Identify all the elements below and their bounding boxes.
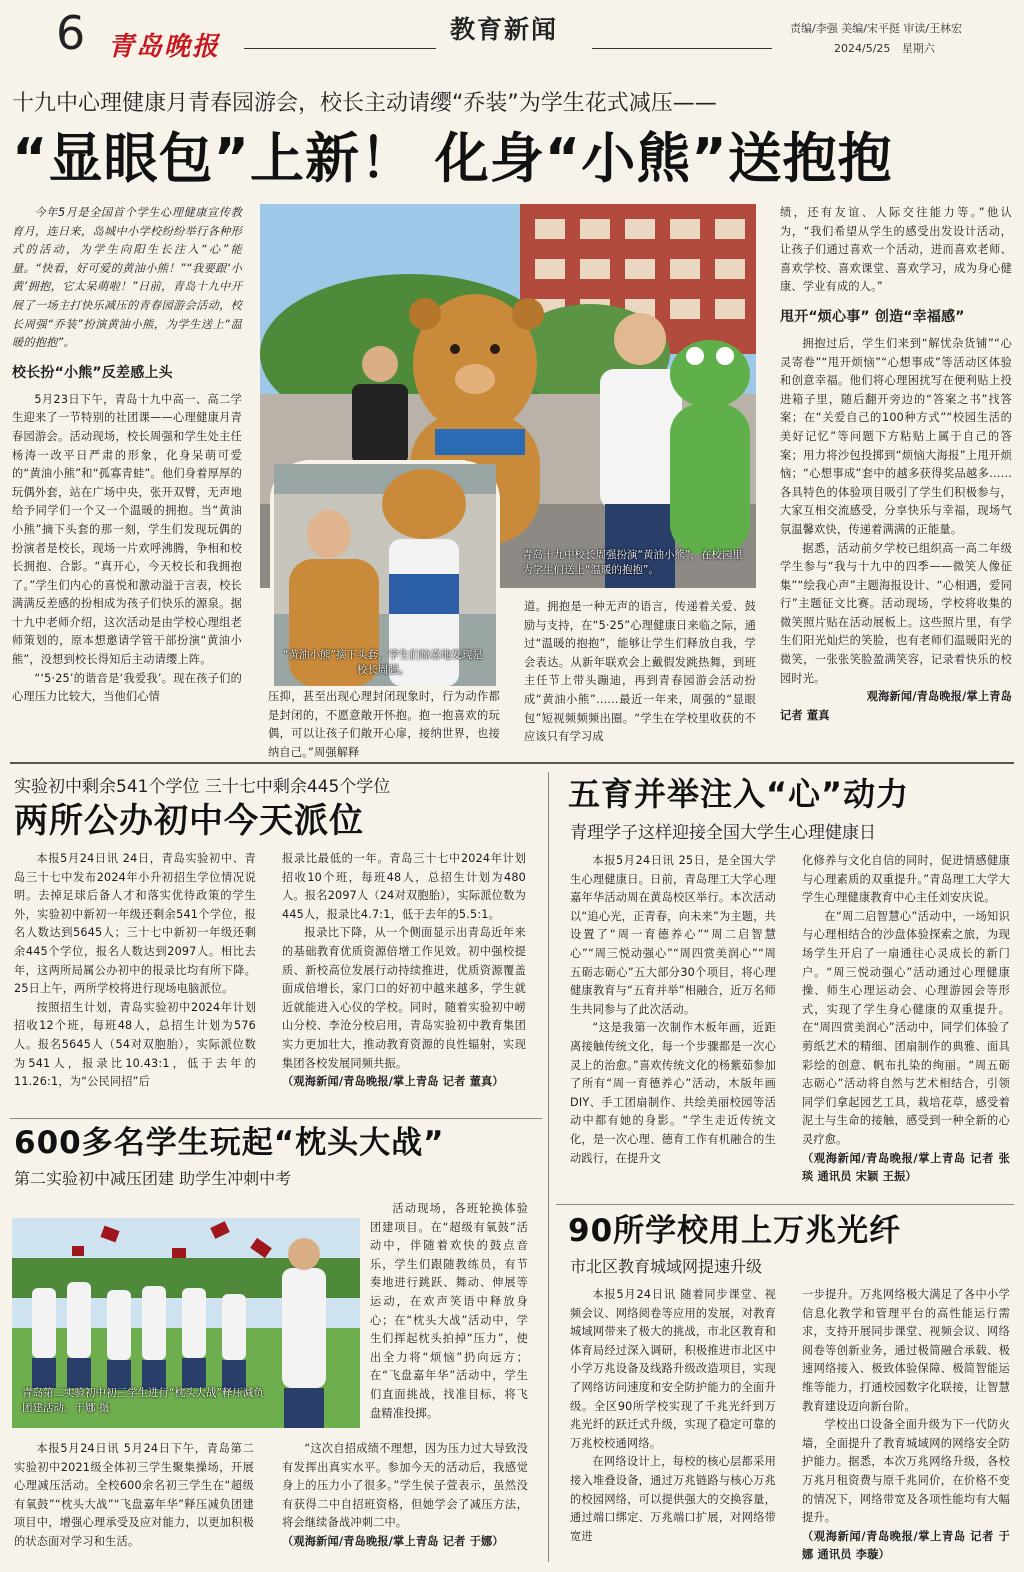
story4-deck: 第二实验初中减压团建 助学生冲刺中考 — [14, 1169, 292, 1188]
story1-col2-bottom — [268, 688, 500, 759]
story1-col4-body2: 据悉，活动前夕学校已组织高一高二年级学生参与“我与十九中的四季——微笑人像征集”“绘我心声”主题海报设计、“心相遇，爱同行”主题征文比赛。活动现场，学校将收集的微笑照片贴在活动展板上。这些照片里，有学生们阳光灿烂的笑脸，也有老师们温暖阳光的微笑，一张张笑脸盈满笑容，记录着快乐的校园时光。 — [780, 541, 1012, 685]
story4-col2 — [282, 1440, 528, 1562]
story1-byline-reporter: 记者 董真 — [780, 708, 830, 722]
story1-headline: “显眼包”上新！ 化身“小熊”送抱抱 — [12, 127, 893, 190]
issue-date — [834, 40, 935, 56]
story2-headline: 两所公办初中今天派位 — [14, 801, 364, 841]
editor-credits: 责编/李强 美编/宋平挺 审读/王林宏 — [790, 22, 963, 35]
story3-col1-p1: 本报5月24日讯 25日，是全国大学生心理健康日。日前，青岛理工大学心理嘉年华活动周在黄岛校区举行。本次活动以“追心光，正青春，向未来”为主题，共设置了“周一育德养心”“周二启智慧心”“周三悦动强心”“周四赏美润心”“周五砺志砺心”五大部分30个项目，将心理健康教育与“五育并举”相融合，近万名师生共同参与了此次活动。 — [570, 854, 776, 1016]
story5-col1 — [570, 1286, 776, 1562]
weekday: 星期六 — [901, 42, 935, 55]
divider-story2 — [10, 1118, 542, 1119]
story1-col4-top: 绩，还有友谊、人际交往能力等。”他认为，“我们希望从学生的感受出发设计活动，让孩子们通过喜欢一个活动，进而喜欢老师、喜欢学校、喜欢课堂、喜欢学习，成为身心健康、学业有成的人。” — [780, 206, 1012, 294]
story1-body1: 5月23日下午，青岛十九中高一、高二学生迎来了一节特别的社团课——心理健康月青春园游会。活动现场，校长周强和学生处主任杨涛一改平日严肃的形象，化身呆萌可爱的“黄油小熊”和“孤寡青蛙”。他们身着厚厚的玩偶外套，站在广场中央，张开双臂，无声地给予同学们一个又一个温暖的拥抱。当“黄油小熊”摘下头套的那一刻，学生们发现玩偶的扮演者是校长，现场一片欢呼沸腾，争相和校长拥抱、合影。“真开心，今天校长和我拥抱了。”学生们内心的喜悦和激动溢于言表，校长满满反差感的扮相成为孩子们快乐的源泉。据十九中老师介绍，这次活动是由学校心理组老师策划的，原本想邀请学管干部扮演“黄油小熊”，没想到校长得知后主动请缨上阵。 — [12, 392, 242, 667]
story1-col2-text: 压抑，甚至出现心理封闭现象时，行为动作都是封闭的，不愿意敞开怀抱。抱一抱喜欢的玩偶，可以让孩子们敞开心扉，接纳世界，也接纳自己。”周强解释 — [268, 690, 500, 759]
story1-body1-end: “‘5·25’的谐音是‘我爱我’。现在孩子们的心理压力比较大，当他们心情 — [12, 671, 242, 704]
story5-headline: 90所学校用上万兆光纤 — [568, 1213, 902, 1249]
story1-kicker: 十九中心理健康月青春园游会，校长主动请缨“乔装”为学生花式减压—— — [12, 91, 717, 116]
story4-col2-text: “这次自招成绩不理想，因为压力过大导致没有发挥出真实水平。参加今天的活动后，我感觉身上的压力小了很多。”学生侯子萱表示，虽然没有获得二中自招班资格，但她学会了减压方法，将会继续备战冲刺二中。 — [282, 1442, 528, 1530]
story2-byline: （观海新闻/青岛晚报/掌上青岛 记者 董真） — [282, 1075, 504, 1089]
story4-right-col — [370, 1200, 528, 1432]
story2-col1 — [14, 850, 256, 1112]
story3-deck: 青理学子这样迎接全国大学生心理健康日 — [570, 823, 876, 843]
story2-col1-p1: 本报5月24日讯 24日，青岛实验初中、青岛三十七中发布2024年小升初招生学位情况说明。去掉足球后备人才和落实优待政策的学生外，实验初中新初一年级还剩余541个学位，报名人数达到5645人；三十七中新初一年级还剩余445个学位，报名人数达到2097人。相比去年，这两所局属公办初中的报录比均有所下降。25日上午，两所学校将进行现场电脑派位。 — [14, 852, 256, 996]
story1-subhead1: 校长扮“小熊”反差感上头 — [12, 364, 173, 381]
section-title: 教育新闻 — [450, 15, 559, 44]
story5-byline: （观海新闻/青岛晚报/掌上青岛 记者 于娜 通讯员 李璇） — [802, 1529, 1010, 1562]
story5-col2 — [802, 1286, 1010, 1562]
story3-byline: （观海新闻/青岛晚报/掌上青岛 记者 张琰 通讯员 宋颖 王振） — [802, 1151, 1010, 1184]
story3-headline: 五育并举注入“心”动力 — [568, 775, 910, 813]
masthead-rule-left — [244, 48, 436, 49]
page-number: 6 — [56, 6, 86, 60]
story2-col2-p1: 报录比最低的一年。青岛三十七中2024年计划招收10个班，每班48人，总招生计划为480人。报名2097人（24对双胞胎），实际派位数为445人，报录比4.7:1，低于去年的5.5:1。 — [282, 852, 526, 921]
story1-intro: 今年5月是全国首个学生心理健康宣传教育月，连日来，岛城中小学校纷纷举行各种形式的活动，为学生向阳生长注入“心”能量。“快看，好可爱的黄油小熊！”“我要跟‘小黄’拥抱，它太呆萌啦！”日前，青岛十九中开展了一场主打快乐减压的青春园游会活动，校长周强“乔装”扮演黄油小熊，为学生送上“温暖的抱抱”。 — [12, 206, 242, 350]
story1-col3-bottom — [524, 598, 756, 752]
divider-story1 — [10, 762, 1014, 764]
story5-col2-p1: 一步提升。万兆网络极大满足了各中小学信息化教学和管理平台的高性能运行需求，支持开展同步课堂、视频会议、网络阅卷等创新业务，通过极简融合承载、极速网络接入、极致体验保障、极简智能运维等能力，打通校园数字化联接，让智慧教育建设迈向新台阶。 — [802, 1288, 1010, 1413]
paper-logo: 青岛晚报 — [108, 32, 221, 62]
story1-col4-body: 拥抱过后，学生们来到“解忧杂货铺”“心灵寄卷”“甩开烦恼”“心想事成”等活动区体验和创意幸福。他们将心理困扰写在便利贴上投进箱子里，随后翻开旁边的“答案之书”找答案；在“关爱自己的100种方式”“校园生活的美好记忆”等问题下方粘贴上属于自己的答案；用力将沙包投掷到“烦恼大海报”上甩开烦恼；“心想事成”套中的越多获得奖品越多……各具特色的体验项目吸引了学生们积极参与，大家互相交流感受，分享快乐与幸福，现场气氛温馨欢快，传递着满满的正能量。 — [780, 336, 1012, 536]
divider-vertical-mid — [548, 772, 549, 1562]
story2-col1-p2: 按照招生计划，青岛实验初中2024年计划招收12个班，每班48人，总招生计划为576人。报名5645人（54对双胞胎），实际派位数为541人，报录比10.43:1，低于去年的11.26:1，为“公民同招”后 — [14, 1000, 256, 1089]
story1-col1 — [12, 204, 242, 752]
story1-photo-caption-main: 青岛十九中校长周强扮演“黄油小熊”，在校园里为学生们送上“温暖的抱抱”。 — [522, 549, 743, 576]
story4-col1-text: 本报5月24日讯 5月24日下午，青岛第二实验初中2021级全体初三学生聚集操场，开展心理减压活动。全校600余名初三学生在“超级有氧鼓”“枕头大战”“飞盘嘉年华”释压减负团建项目中，增强心理承受及应对能力，以更加积极的状态面对学习和生活。 — [14, 1442, 254, 1548]
story4-photo — [12, 1218, 360, 1428]
story1-col3-text: 道。拥抱是一种无声的语言，传递着关爱、鼓励与支持，在“5·25”心理健康日来临之际，通过“温暖的抱抱”，能够让学生们释放自我，学会表达。从新年联欢会上戴假发跳热舞，到班主任节上带头蹦迪，再到青春园游会活动扮成“黄油小熊”……最近一年来，周强的“显眼包”短视频频频出圈。“学生在学校里收获的不应该只有学习成 — [524, 600, 756, 744]
story1-photo-caption-inset: “黄油小熊”摘下头套，学生们惊喜地发现是校长周强。 — [283, 649, 483, 676]
masthead-rule-right — [592, 48, 772, 49]
story1-subhead2: 甩开“烦心事” 创造“幸福感” — [780, 308, 965, 325]
date: 2024/5/25 — [834, 42, 891, 55]
story1-col4 — [780, 204, 1012, 756]
story5-col2-p2: 学校出口设备全面升级为下一代防火墙，全面提升了教育城域网的网络安全防护能力。据悉，本次万兆网络升级，各校万兆月租资费与原千兆同价，在价格不变的情况下，网络带宽及各项性能均有大幅提升。 — [802, 1418, 1010, 1525]
story2-col2-p2: 报录比下降，从一个侧面显示出青岛近年来的基础教育优质资源倍增工作见效。初中强校提质、新校高位发展行动持续推进，优质资源覆盖面成倍增长，家门口的好初中越来越多，学生就近就能进入心仪的学校。同时，随着实验初中崂山分校、李沧分校启用，青岛实验初中教育集团实力更加壮大，推动教育资源的良性辐射，实现集团各校发展同频共振。 — [282, 926, 526, 1070]
story4-byline: （观海新闻/青岛晚报/掌上青岛 记者 于娜） — [282, 1534, 504, 1548]
story5-col1-p2: 在网络设计上，每校的核心层都采用接入堆叠设备，通过万兆链路与核心万兆的校园网络，可以提供强大的交换容量，通过端口绑定、万兆端口扩展，对网络带宽进 — [570, 1455, 776, 1543]
story4-col1 — [14, 1440, 254, 1562]
story2-col2 — [282, 850, 526, 1112]
divider-story3 — [556, 1204, 1014, 1205]
story4-headline: 600多名学生玩起“枕头大战” — [14, 1125, 445, 1161]
story5-deck: 市北区教育城域网提速升级 — [570, 1257, 763, 1276]
story3-col2-p1: 化修养与文化自信的同时，促进情感健康与心理素质的双重提升。”青岛理工大学大学生心理健康教育中心主任刘安庆说。 — [802, 854, 1010, 905]
story4-photo-caption: 青岛第二实验初中初三学生进行“枕头大战”释压减负团建活动。于娜 摄 — [22, 1387, 264, 1414]
story3-col1-p2: “这是我第一次制作木板年画，近距离接触传统文化，每一个步骤都是一次心灵上的治愈。”喜欢传统文化的杨紫茹参加了所有“周一育德养心”活动，木版年画DIY、手工团扇制作、共绘美丽校园等活动中都有她的身影。“学生走近传统文化，是一次心理、德育工作有机融合的生动践行，在提升文 — [570, 1021, 776, 1165]
story2-kicker: 实验初中剩余541个学位 三十七中剩余445个学位 — [14, 777, 391, 797]
story3-col1 — [570, 852, 776, 1200]
story3-col2 — [802, 852, 1010, 1200]
story4-right-text: 活动现场，各班轮换体验团建项目。在“超级有氧鼓”活动中，伴随着欢快的鼓点音乐，学生们跟随教练员，有节奏地进行跳跃、舞动、伸展等运动，在欢声笑语中释放身心；在“枕头大战”活动中，学生们挥起枕头拍掉“压力”，使出全力将“烦恼”扔向远方；在“飞盘嘉年华”活动中，学生们直面挑战，找准目标，将飞盘精准投掷。 — [370, 1202, 528, 1420]
story5-col1-p1: 本报5月24日讯 随着同步课堂、视频会议、网络阅卷等应用的发展，对教育城域网带来了极大的挑战，市北区教育和体育局经过深入调研，积极推进市北区中小学万兆设备及线路升级改造项目，实现了网络访问速度和安全防护能力的全面升级。全区90所学校实现了千兆光纤到万兆光纤的跃迁式升级，实现了稳定可靠的万兆校校通网络。 — [570, 1288, 776, 1450]
story1-photo-inset — [270, 460, 500, 690]
story3-col2-p2: 在“周二启智慧心”活动中，一场知识与心理相结合的沙盘体验探索之旅，为现场学生开启了一扇通往心灵成长的新门户。“周三悦动强心”活动通过心理健康操、师生心理运动会、心理游园会等形式，实现了学生身心健康的双重提升。在“周四赏美润心”活动中，同学们体验了剪纸艺术的精细、团扇制作的典雅、面具彩绘的创意、帆布扎染的绚丽。“周五砺志砺心”活动将自然与艺术相结合，引领同学们拿起园艺工具，栽培花草，感受着泥土与生命的接触，感受到一种全新的心灵疗愈。 — [802, 909, 1010, 1146]
story1-byline: 观海新闻/青岛晚报/掌上青岛 — [866, 690, 1012, 704]
